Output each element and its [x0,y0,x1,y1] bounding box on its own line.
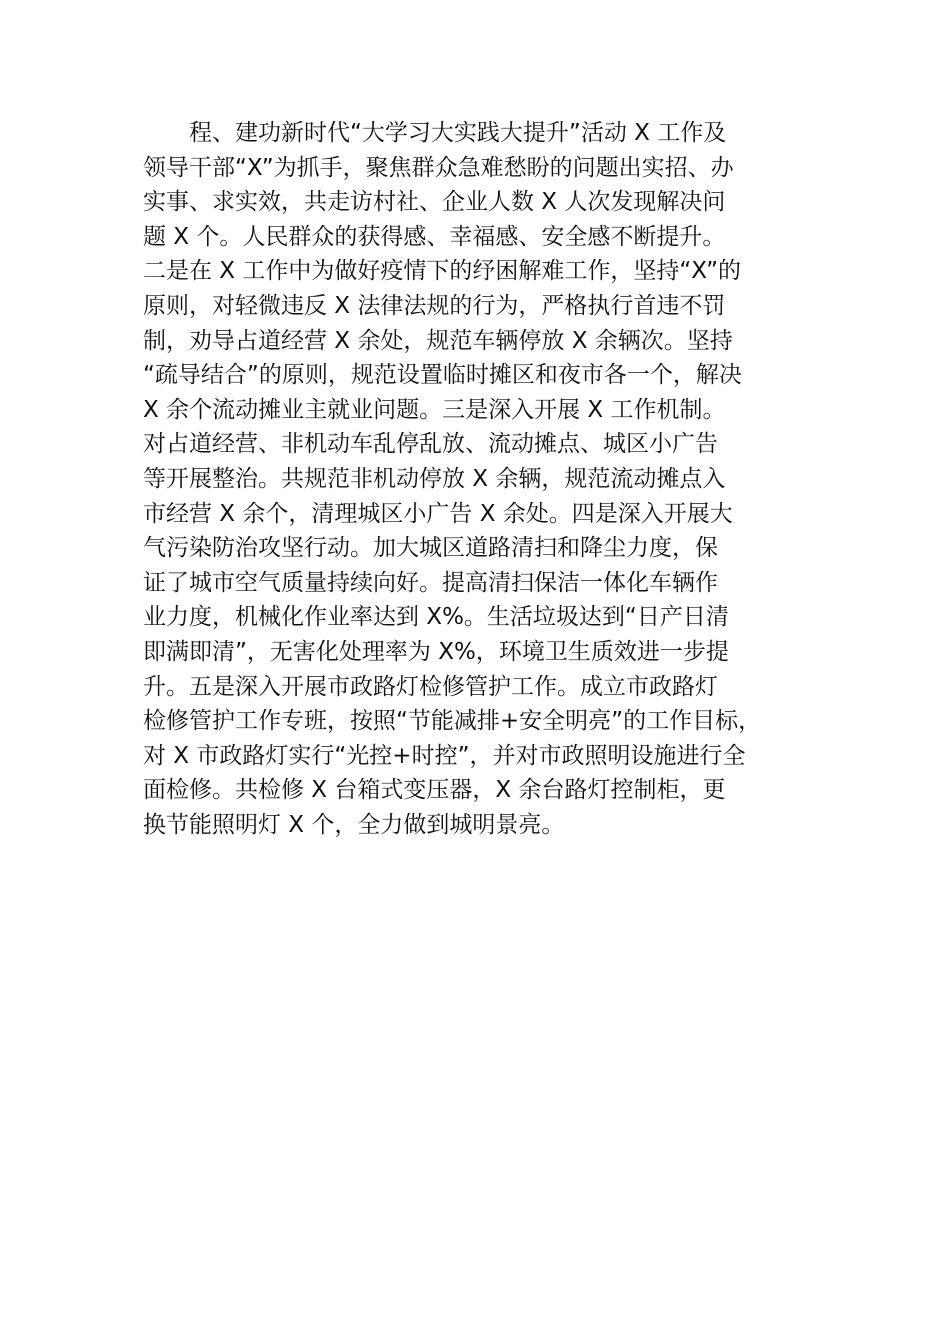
text-line: 换节能照明灯 X 个，全力做到城明景亮。 [143,811,565,838]
body-paragraph [143,116,843,842]
text-line: 即满即清”，无害化处理率为 X%，环境卫生质效进一步提 [143,638,729,665]
text-line: 市经营 X 余个，清理城区小广告 X 余处。四是深入开展大 [143,500,733,527]
text-line: 面检修。共检修 X 台箱式变压器，X 余台路灯控制柜，更 [143,777,726,804]
text-line: 对占道经营、非机动车乱停乱放、流动摊点、城区小广告 [143,431,718,458]
text-line: 业力度，机械化作业率达到 X%。生活垃圾达到“日产日清 [143,604,729,631]
text-line: 等开展整治。共规范非机动停放 X 余辆，规范流动摊点入 [143,465,726,492]
text-line: 证了城市空气质量持续向好。提高清扫保洁一体化车辆作 [143,569,718,596]
text-line: 题 X 个。人民群众的获得感、幸福感、安全感不断提升。 [143,223,726,250]
text-line: 气污染防治攻坚行动。加大城区道路清扫和降尘力度，保 [143,535,718,562]
text-line: “疏导结合”的原则，规范设置临时摊区和夜市各一个，解决 [143,362,742,389]
text-line: X 余个流动摊业主就业问题。三是深入开展 X 工作机制。 [143,396,726,423]
text-line: 原则，对轻微违反 X 法律法规的行为，严格执行首违不罚 [143,292,726,319]
text-line: 对 X 市政路灯实行“光控+时控”，并对市政照明设施进行全 [143,742,746,769]
text-line: 实事、求实效，共走访村社、企业人数 X 人次发现解决问 [143,189,726,216]
text-line: 二是在 X 工作中为做好疫情下的纾困解难工作，坚持“X”的 [143,258,742,285]
text-line: 领导干部“X”为抓手，聚焦群众急难愁盼的问题出实招、办 [143,154,734,181]
text-line: 检修管护工作专班，按照“节能减排+安全明亮”的工作目标， [143,708,762,735]
text-line: 制，劝导占道经营 X 余处，规范车辆停放 X 余辆次。坚持 [143,327,733,354]
text-line: 程、建功新时代“大学习大实践大提升”活动 X 工作及 [189,120,727,146]
text-line: 升。五是深入开展市政路灯检修管护工作。成立市政路灯 [143,673,718,700]
